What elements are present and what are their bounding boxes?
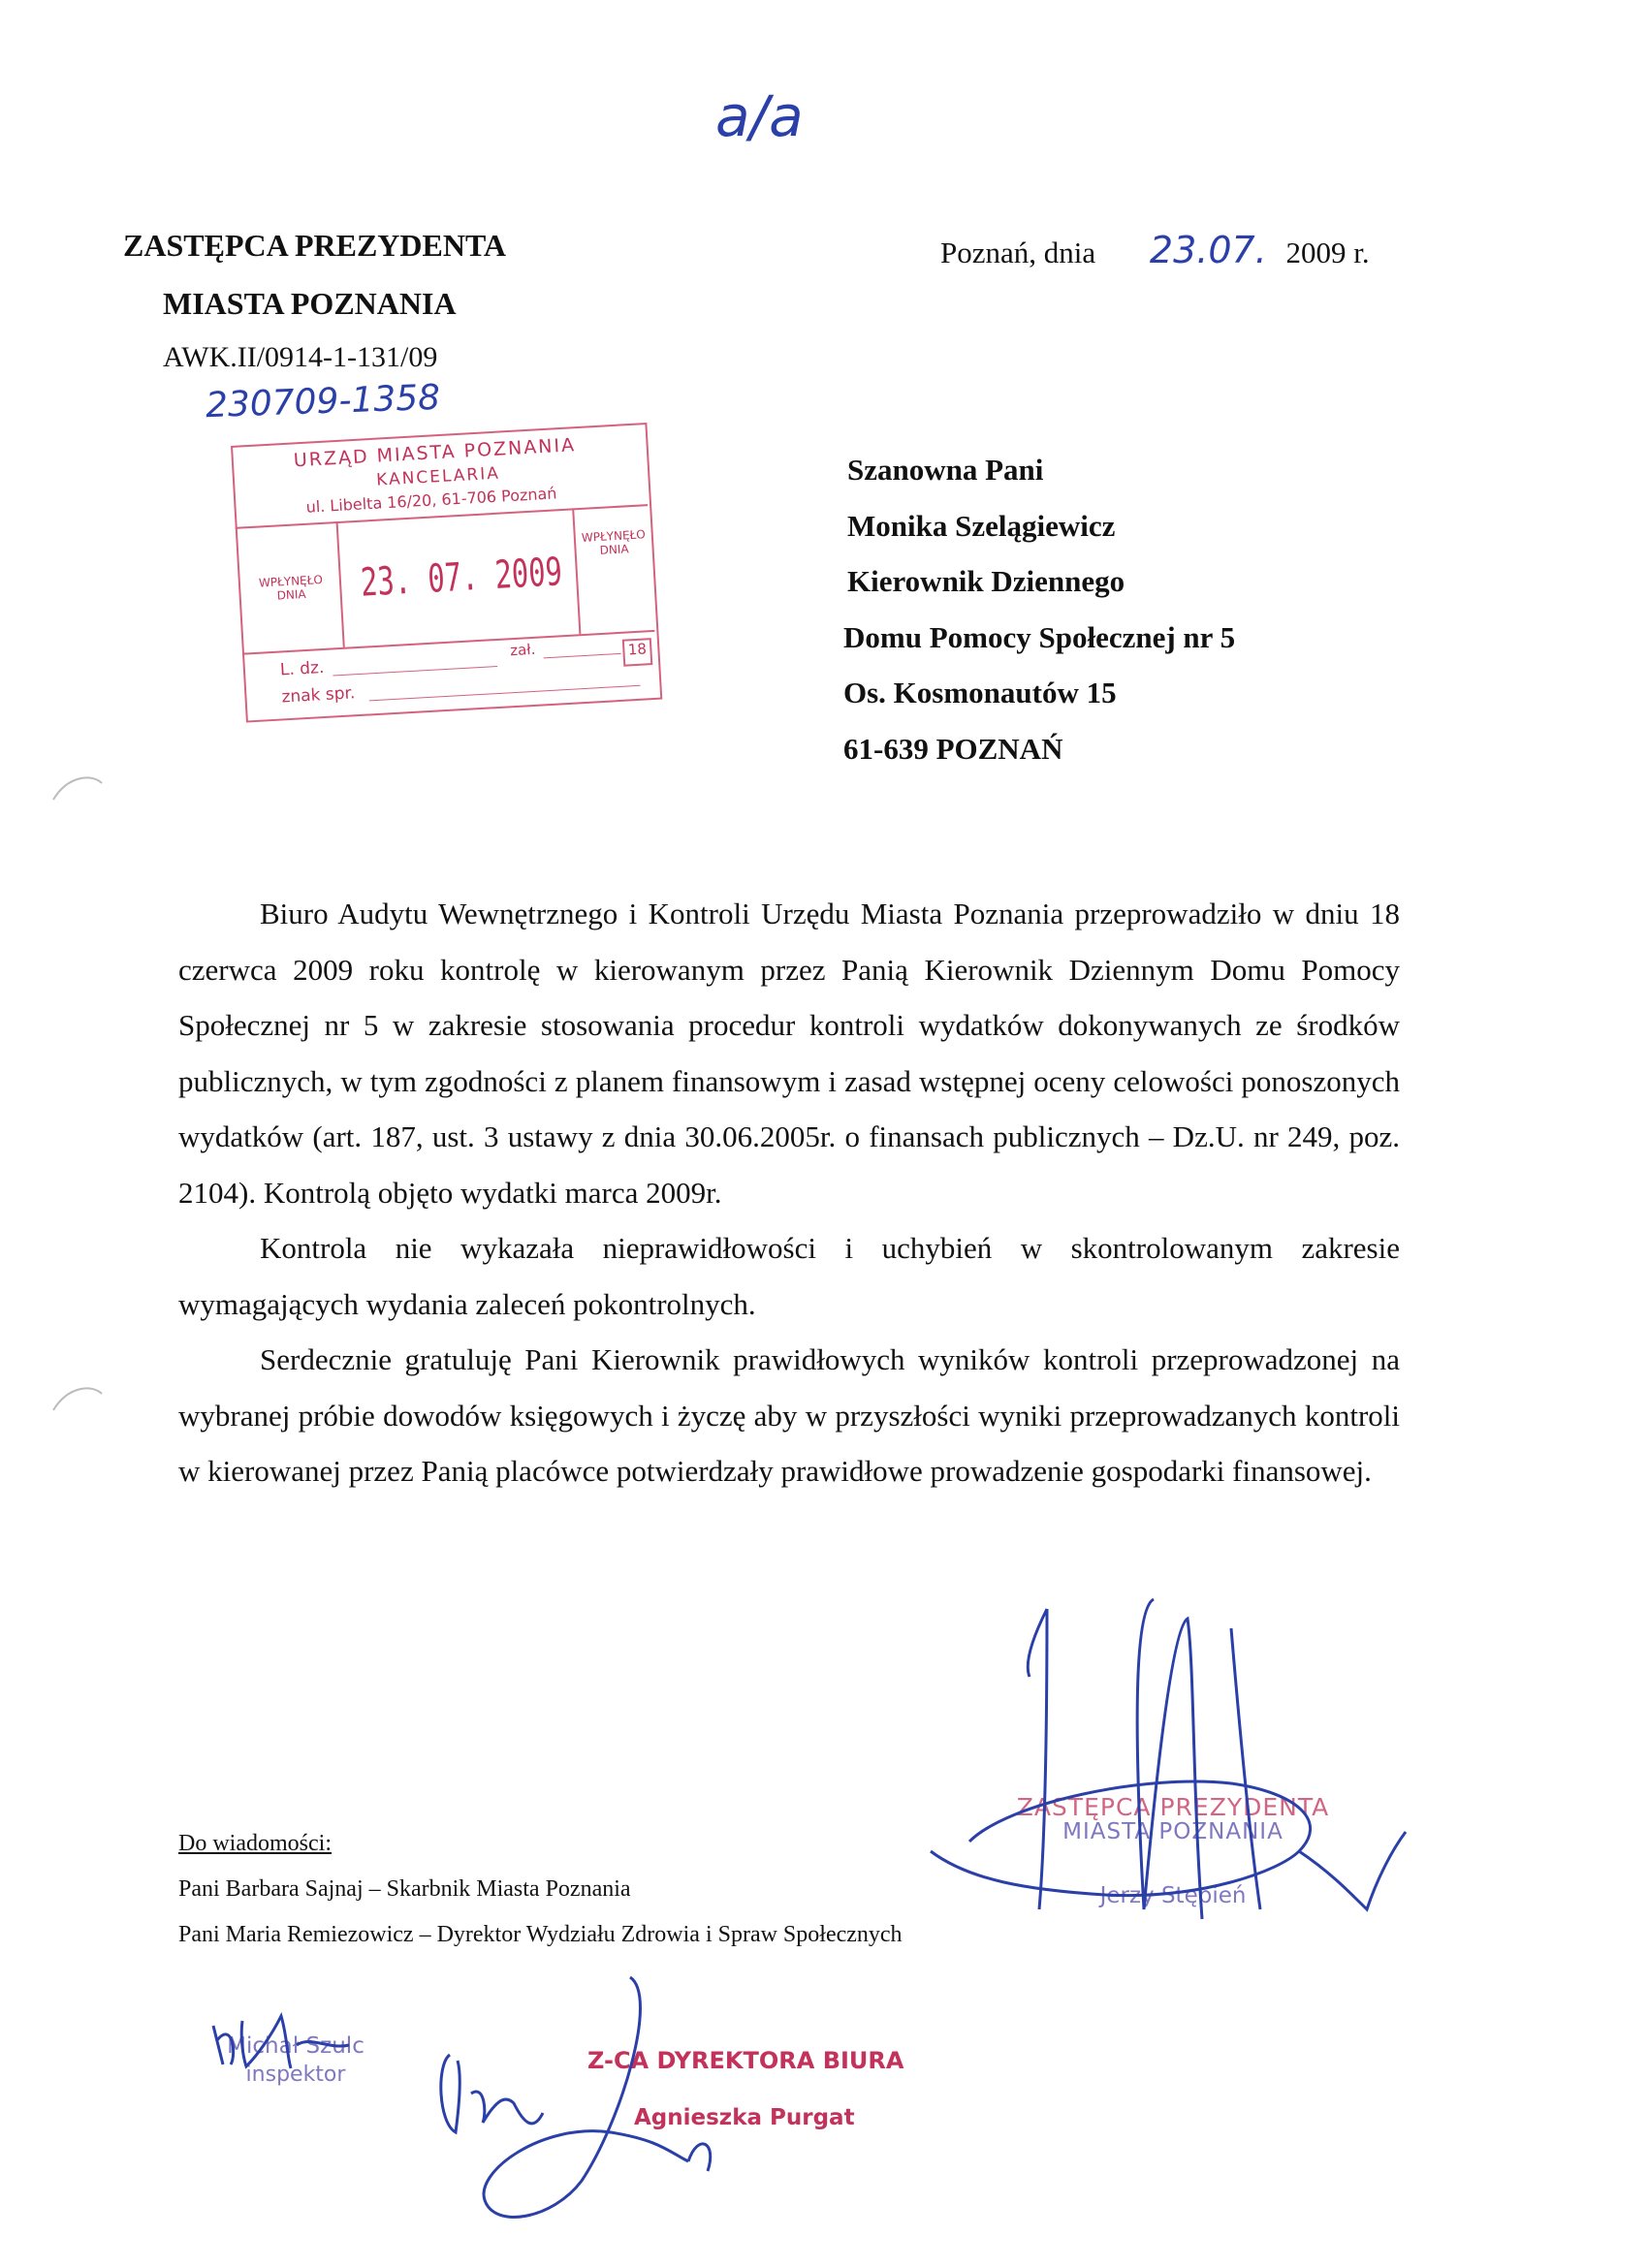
sender-title-line1: ZASTĘPCA PREZYDENTA: [123, 228, 507, 263]
handwritten-top-mark: a/a: [715, 83, 804, 149]
cc-heading: Do wiadomości:: [178, 1831, 332, 1856]
stamp-date: 23. 07. 2009: [359, 550, 564, 606]
date-prefix: Poznań, dnia: [940, 236, 1096, 269]
stamp-department: KANCELARIA: [375, 463, 501, 490]
inspector-role: inspektor: [245, 2063, 346, 2087]
address-name: Monika Szelągiewicz: [847, 508, 1116, 543]
scan-mark-bottom: [48, 1376, 107, 1415]
deputy-stamp-title: Z-CA DYREKTORA BIURA: [587, 2047, 904, 2074]
stamp-zal-label: zał.: [509, 640, 536, 660]
body-paragraph-3: Serdecznie gratuluję Pani Kierownik prawidłowych wyników kontroli przeprowadzonej na wybranej próbie dowodów księgowych i życzę aby w przyszłości wyniki przeprowadzanych kontroli w kierowanej przez Panią placówce potwierdzały prawidłowe prowadzenie gospodarki finansowej.: [178, 1342, 1400, 1488]
body-paragraph-2: Kontrola nie wykazała nieprawidłowości i uchybień w skontrolowanym zakresie wymagających wydania zaleceń pokontrolnych.: [178, 1231, 1400, 1321]
signature-stamp-name: Jerzy Stępień: [1099, 1883, 1247, 1908]
reference-number: AWK.II/0914-1-131/09: [163, 341, 438, 373]
cc-recipient-1: Pani Barbara Sajnaj – Skarbnik Miasta Poznania: [178, 1876, 631, 1902]
deputy-stamp-name: Agnieszka Purgat: [634, 2105, 855, 2130]
stamp-ld-label: L. dz.: [279, 657, 325, 680]
address-salutation: Szanowna Pani: [847, 453, 1044, 487]
date-line: [940, 229, 1370, 271]
address-city: 61-639 POZNAŃ: [843, 731, 1063, 766]
letter-body: [178, 886, 1400, 1499]
stamp-address: ul. Libelta 16/20, 61-706 Poznań: [305, 484, 557, 517]
stamp-box-number: 18: [622, 638, 653, 667]
registry-stamp: [231, 423, 662, 723]
sender-title-line2: MIASTA POZNANIA: [163, 286, 457, 321]
stamp-received-left: WPŁYNĘŁO DNIA: [258, 572, 324, 603]
signature-stamp-line1: ZASTĘPCA PREZYDENTA: [1016, 1793, 1330, 1821]
stamp-znak-label: znak spr.: [281, 683, 356, 708]
recipient-address: [843, 442, 1235, 776]
address-title-line1: Kierownik Dziennego: [847, 564, 1125, 598]
deputy-signature: [427, 1968, 776, 2249]
date-handwritten: 23.07.: [1149, 229, 1267, 271]
cc-recipient-2: Pani Maria Remiezowicz – Dyrektor Wydziału Zdrowia i Spraw Społecznych: [178, 1922, 903, 1947]
address-title-line2: Domu Pomocy Społecznej nr 5: [843, 619, 1236, 654]
inspector-initials: [204, 1997, 378, 2084]
handwritten-registry-number: 230709-1358: [205, 377, 441, 426]
date-suffix: 2009 r.: [1285, 236, 1370, 269]
address-street: Os. Kosmonautów 15: [843, 676, 1117, 709]
stamp-office: URZĄD MIASTA POZNANIA: [293, 434, 577, 472]
body-paragraph-1: Biuro Audytu Wewnętrznego i Kontroli Urzędu Miasta Poznania przeprowadziło w dniu 18 czerwca 2009 roku kontrolę w kierowanym przez Panią Kierownik Dziennym Domu Pomocy Społecznej nr 5 w zakresie stosowania procedur kontroli wydatków dokonywanych ze środków publicznych, w tym zgodności z planem finansowym i zasad wstępnej oceny celowości ponoszonych wydatków (art. 187, ust. 3 ustawy z dnia 30.06.2005r. o finansach publicznych – Dz.U. nr 249, poz. 2104). Kontrolą objęto wydatki marca 2009r.: [178, 897, 1400, 1210]
scan-mark-top: [48, 766, 107, 804]
signature-stamp-line2: MIASTA POZNANIA: [1062, 1819, 1284, 1844]
cc-list: [178, 1821, 903, 1958]
stamp-received-right: WPŁYNĘŁO DNIA: [581, 527, 647, 557]
inspector-name: Michał Szulc: [227, 2033, 364, 2059]
president-signature: [911, 1590, 1415, 1958]
